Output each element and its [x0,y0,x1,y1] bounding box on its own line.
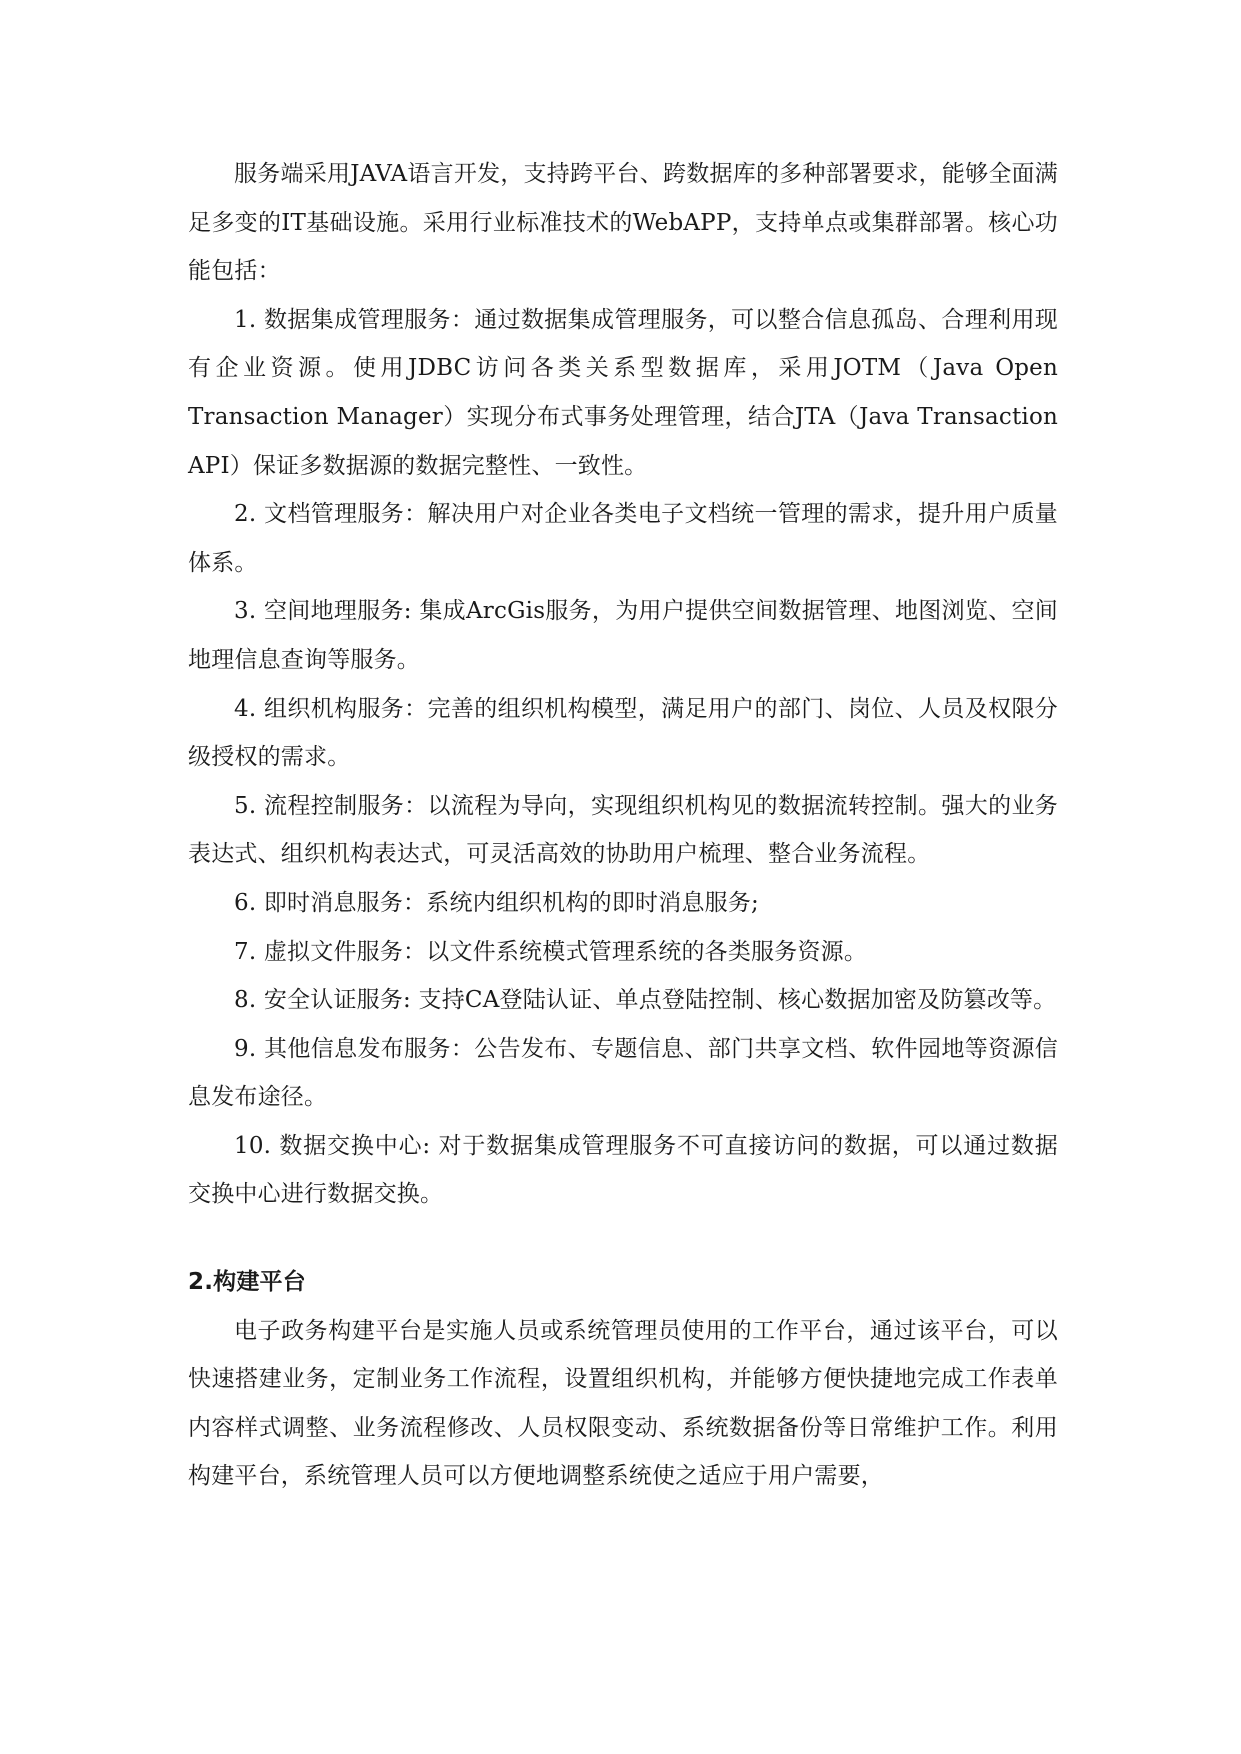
list-item: 3. 空间地理服务: 集成ArcGis服务，为用户提供空间数据管理、地图浏览、空间地理信息查询等服务。 [188,598,1058,673]
section-heading: 2.构建平台 [188,1269,306,1296]
list-item: 4. 组织机构服务：完善的组织机构模型，满足用户的部门、岗位、人员及权限分级授权的需求。 [188,695,1058,771]
list-item: 2. 文档管理服务：解决用户对企业各类电子文档统一管理的需求，提升用户质量体系。 [188,501,1058,576]
list-item: 5. 流程控制服务：以流程为导向，实现组织机构见的数据流转控制。强大的业务表达式、组织机构表达式，可灵活高效的协助用户梳理、整合业务流程。 [188,792,1058,868]
intro-paragraph: 服务端采用JAVA语言开发，支持跨平台、跨数据库的多种部署要求，能够全面满足多变的IT基础设施。采用行业标准技术的WebAPP，支持单点或集群部署。核心功能包括： [188,161,1058,285]
section-paragraph: 电子政务构建平台是实施人员或系统管理员使用的工作平台，通过该平台，可以快速搭建业务，定制业务工作流程，设置组织机构，并能够方便快捷地完成工作表单内容样式调整、业务流程修改、人员权限变动、系统数据备份等日常维护工作。利用构建平台，系统管理人员可以方便地调整系统使之适应于用户需要， [188,1317,1058,1490]
list-item: 7. 虚拟文件服务：以文件系统模式管理系统的各类服务资源。 [234,938,868,965]
list-item: 1. 数据集成管理服务：通过数据集成管理服务，可以整合信息孤岛、合理利用现有企业资源。使用JDBC访问各类关系型数据库，采用JOTM（Java Open Transaction Manager）实现分布式事务处理管理，结合JTA（Java Transaction API）保证多数据源的数据完整性、一致性。 [188,306,1058,479]
list-item: 6. 即时消息服务：系统内组织机构的即时消息服务; [234,889,760,916]
list-item: 10. 数据交换中心: 对于数据集成管理服务不可直接访问的数据，可以通过数据交换中心进行数据交换。 [188,1132,1058,1208]
list-item: 9. 其他信息发布服务：公告发布、专题信息、部门共享文档、软件园地等资源信息发布途径。 [188,1035,1058,1111]
list-item: 8. 安全认证服务: 支持CA登陆认证、单点登陆控制、核心数据加密及防篡改等。 [234,987,1057,1014]
document-page [188,150,1058,1501]
